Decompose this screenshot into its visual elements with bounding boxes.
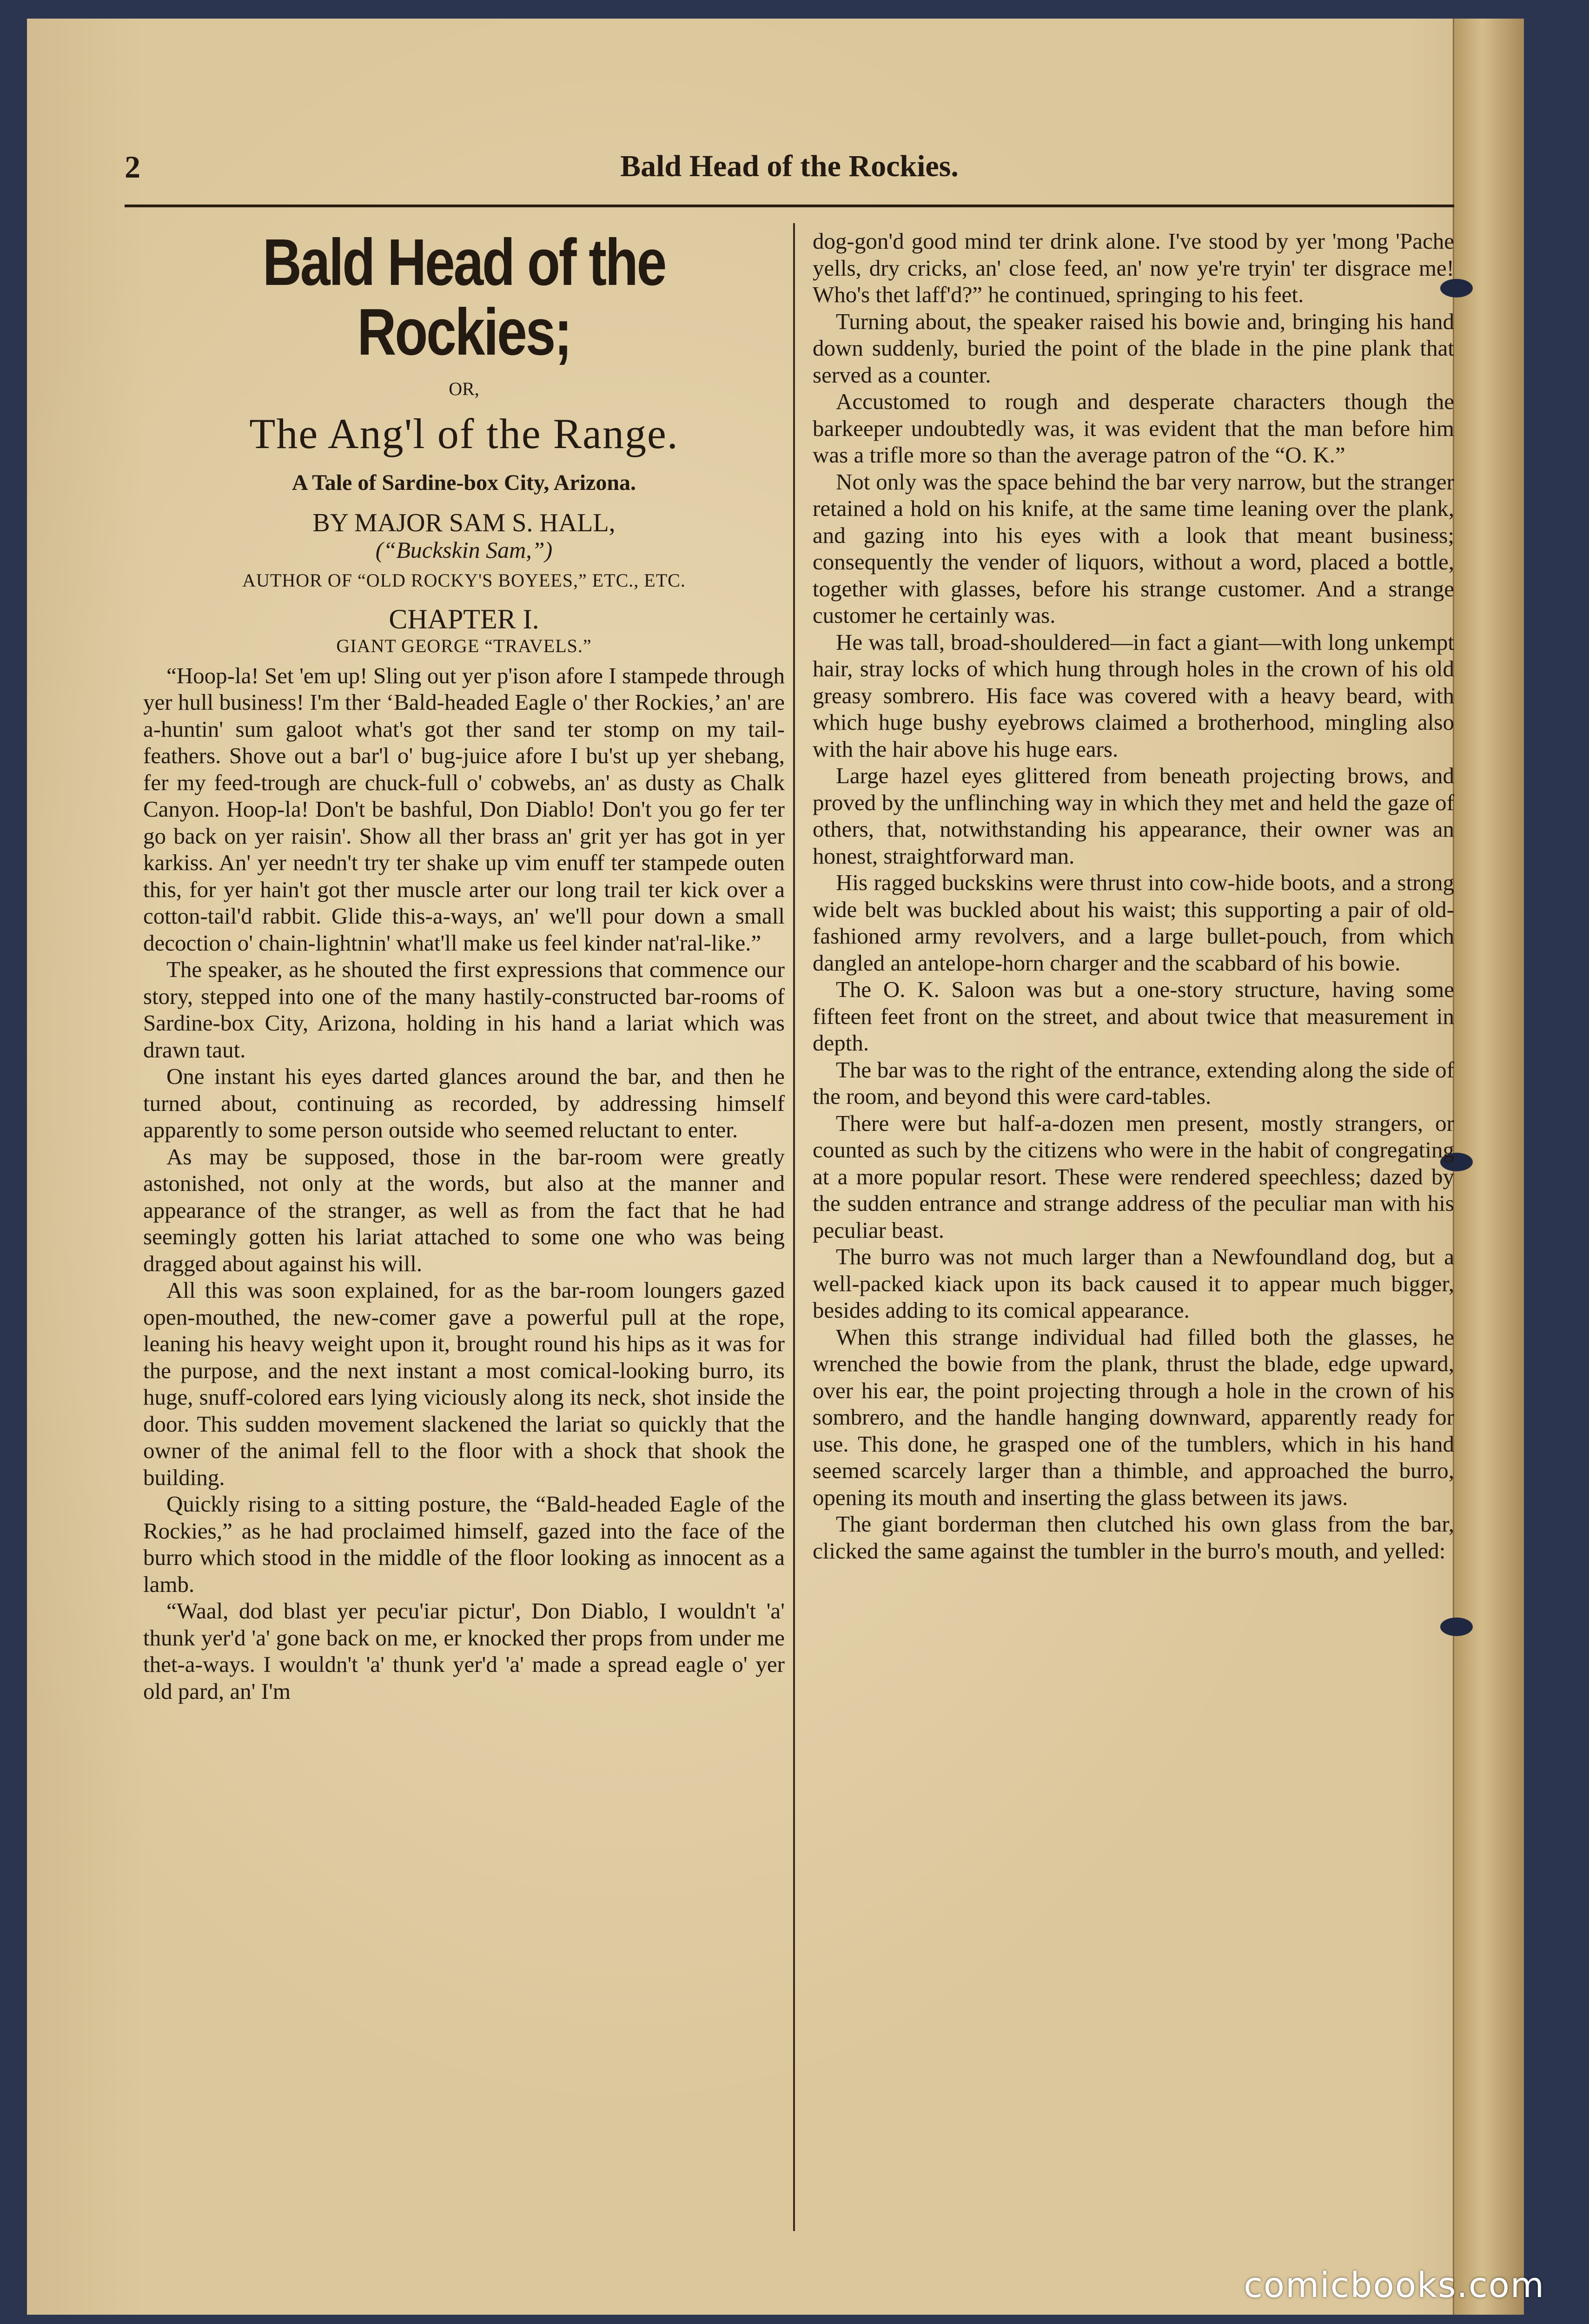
story-tagline: A Tale of Sardine-box City, Arizona.: [291, 470, 636, 495]
newspaper-page: [27, 19, 1524, 2315]
watermark: comicbooks.com: [1244, 2265, 1545, 2305]
paragraph: Turning about, the speaker raised his bowie and, bringing his hand down suddenly, buried the point of the blade in the pine plank that served as a counter.: [813, 308, 1454, 388]
column-left: [143, 225, 785, 1704]
binding-gutter: [1453, 19, 1524, 2315]
header-rule: [125, 205, 1454, 207]
page-header: [125, 149, 1454, 209]
paragraph: The speaker, as he shouted the first expressions that commence our story, stepped into one of the many hastily-constructed bar-rooms of Sardine-box City, Arizona, holding in his hand a lariat which was drawn taut.: [143, 957, 785, 1063]
paragraph: The giant borderman then clutched his own glass from the bar, clicked the same against the tumbler in the burro's mouth, and yelled:: [813, 1511, 1454, 1564]
paragraph: “Waal, dod blast yer pecu'iar pictur', Don Diablo, I wouldn't 'a' thunk yer'd 'a' gone back on me, er knocked ther props from under me thet-a-ways. I wouldn't 'a' thunk yer'd 'a' made a spread eagle o' yer old pard, an' I'm: [143, 1598, 785, 1704]
column-divider: [793, 223, 795, 2231]
chapter-number: CHAPTER I.: [389, 603, 539, 634]
page-number: 2: [125, 149, 140, 185]
paragraph: All this was soon explained, for as the bar-room loungers gazed open-mouthed, the new-comer gave a powerful pull at the rope, leaning his heavy weight upon it, brought round his hips as it was for the purpose, and the next instant a most comical-looking burro, its huge, snuff-colored ears lying viciously along its neck, shot inside the door. This sudden movement slackened the lariat so quickly that the owner of the animal fell to the floor with a shock that shook the building.: [143, 1277, 785, 1490]
paragraph: As may be supposed, those in the bar-room were greatly astonished, not only at the words, but also at the manner and appearance of the stranger, as well as from the fact that he had seemingly gotten his lariat attached to some one who was being dragged about against his will.: [143, 1143, 785, 1276]
chapter-title: GIANT GEORGE “TRAVELS.”: [336, 635, 592, 656]
story-title: Bald Head of the Rockies;: [262, 225, 666, 369]
paragraph: His ragged buckskins were thrust into cow-hide boots, and a strong wide belt was buckled about his waist; this supporting a pair of old-fashioned army revolvers, and a large bullet-pouch, from which dangled an antelope-horn charger and the scabbard of his bowie.: [813, 870, 1454, 976]
paragraph: The burro was not much larger than a Newfoundland dog, but a well-packed kiack upon its back caused it to appear much bigger, besides adding to its comical appearance.: [813, 1244, 1454, 1323]
binding-stitch: [1440, 1618, 1473, 1636]
title-or: OR,: [449, 378, 479, 399]
pseudonym: (“Buckskin Sam,”): [375, 536, 553, 563]
paragraph: “Hoop-la! Set 'em up! Sling out yer p'ison afore I stampede through yer hull business! I'm ther ‘Bald-headed Eagle o' ther Rockies,’ an' are a-huntin' sum galoot what's got ther sand ter stomp on my tail-feathers. Shove out a bar'l o' bug-juice afore I bu'st up yer shebang, fer my feed-trough are chuck-full o' cobwebs, an' as dusty as Chalk Canyon. Hoop-la! Don't be bashful, Don Diablo! Don't you go fer ter go back on yer raisin'. Show all ther brass an' grit yer has got in yer karkiss. An' yer needn't try ter shake up vim enuff ter stampede outen this, for yer hain't got ther muscle arter our long trail ter kick over a cotton-tail'd rabbit. Glide this-a-ways, an' we'll pour down a small decoction o' chain-lightnin' what'll make us feel kinder nat'ral-like.”: [143, 662, 785, 956]
paragraph: Not only was the space behind the bar very narrow, but the stranger retained a hold on his knife, at the same time leaning over the plank, and gazing into his eyes with a look that meant business; consequently the vender of liquors, without a word, placed a bottle, together with glasses, before his strange customer. And a strange customer he certainly was.: [813, 469, 1454, 628]
paragraph: dog-gon'd good mind ter drink alone. I've stood by yer 'mong 'Pache yells, dry cricks, an' close feed, an' now ye're tryin' ter disgrace me! Who's thet laff'd?” he continued, springing to his feet.: [813, 228, 1454, 307]
paragraph: The O. K. Saloon was but a one-story structure, having some fifteen feet front on the street, and about twice that measurement in depth.: [813, 977, 1454, 1056]
paragraph: Accustomed to rough and desperate characters though the barkeeper undoubtedly was, it was evident that the man before him was a trifle more so than the average patron of the “O. K.”: [813, 389, 1454, 468]
column-right: [813, 228, 1454, 1564]
story-subtitle: The Ang'l of the Range.: [249, 409, 679, 457]
byline: BY MAJOR SAM S. HALL,: [312, 508, 616, 537]
author-of: AUTHOR OF “OLD ROCKY'S BOYEES,” ETC., ETC.: [242, 570, 686, 591]
paragraph: There were but half-a-dozen men present, mostly strangers, or counted as such by the citizens who were in the habit of congregating at a more popular resort. These were rendered speechless; dazed by the sudden entrance and strange address of the peculiar man with his peculiar beast.: [813, 1110, 1454, 1243]
paragraph: Large hazel eyes glittered from beneath projecting brows, and proved by the unflinching way in which they met and held the gaze of others, that, notwithstanding his appearance, their owner was an honest, straightforward man.: [813, 763, 1454, 869]
paragraph: One instant his eyes darted glances around the bar, and then he turned about, continuing as recorded, by addressing himself apparently to some person outside who seemed reluctant to enter.: [143, 1063, 785, 1142]
paragraph: The bar was to the right of the entrance, extending along the side of the room, and beyond this were card-tables.: [813, 1056, 1454, 1109]
paragraph: Quickly rising to a sitting posture, the “Bald-headed Eagle of the Rockies,” as he had proclaimed himself, gazed into the face of the burro which stood in the middle of the floor looking as innocent as a lamb.: [143, 1491, 785, 1597]
running-head: Bald Head of the Rockies.: [620, 149, 959, 183]
paragraph: When this strange individual had filled both the glasses, he wrenched the bowie from the plank, thrust the blade, edge upward, over his ear, the point projecting through a hole in the crown of his sombrero, and the handle hanging downward, apparently ready for use. This done, he grasped one of the tumblers, which in his hand seemed scarcely larger than a thimble, and approached the burro, opening its mouth and inserting the glass between its jaws.: [813, 1324, 1454, 1510]
paragraph: He was tall, broad-shouldered—in fact a giant—with long unkempt hair, stray locks of which hung through holes in the crown of his old greasy sombrero. His face was covered with a heavy beard, with which huge bushy eyebrows claimed a brotherhood, mingling also with the hair above his huge ears.: [813, 629, 1454, 762]
